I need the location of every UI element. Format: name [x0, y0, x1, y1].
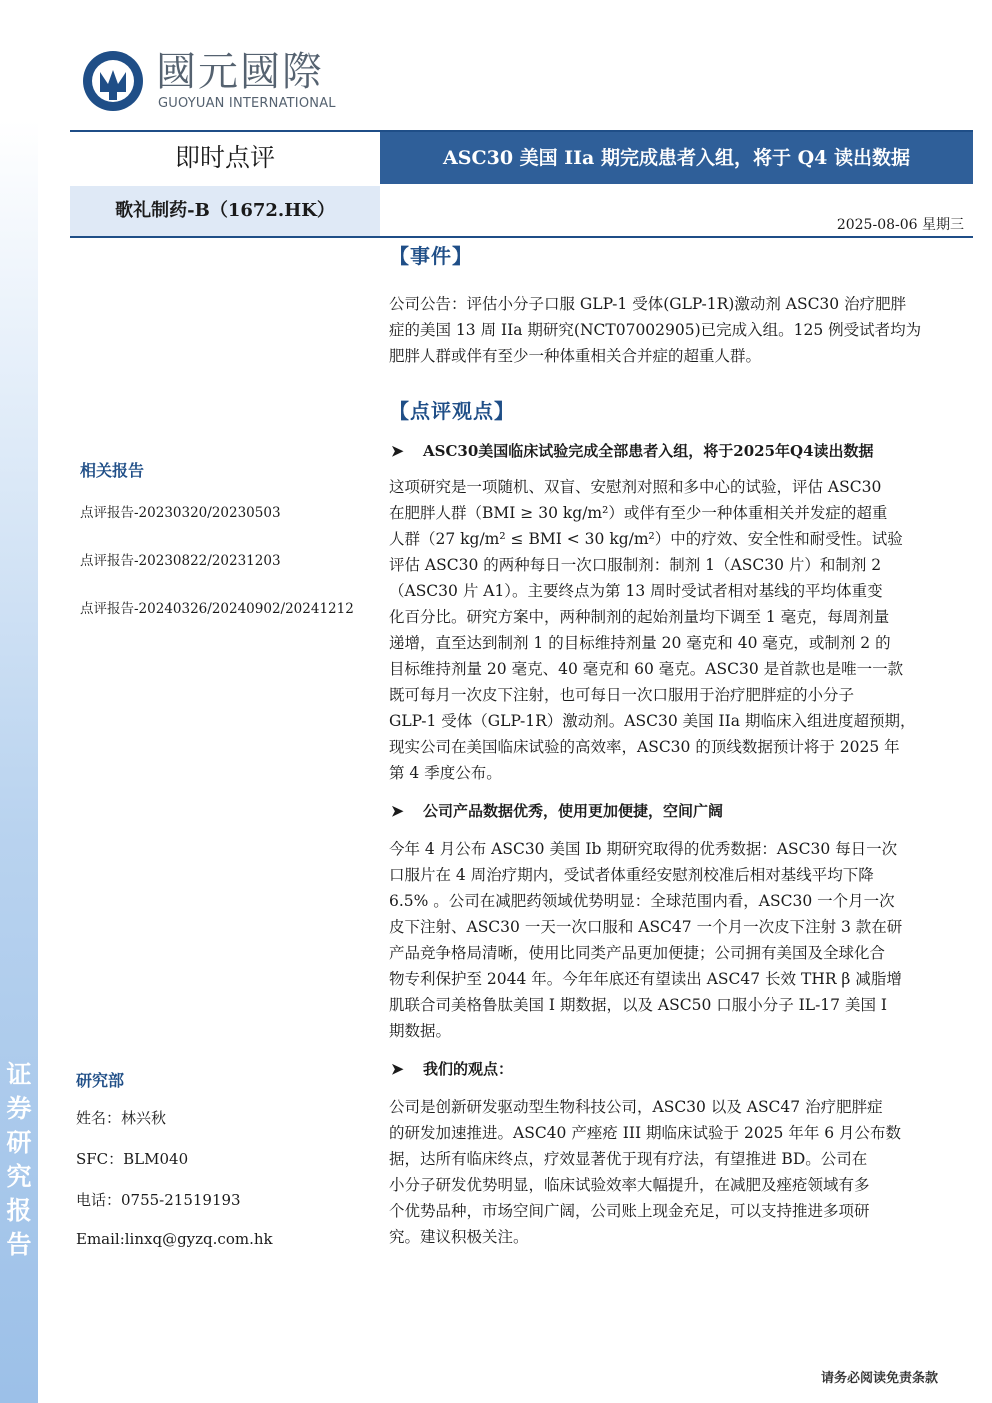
point-line: 的研发加速推进。ASC40 产痤疮 III 期临床试验于 2025 年年 6 月公布数 — [389, 1124, 902, 1142]
report-type: 即时点评 — [174, 143, 275, 172]
analyst-heading: 研究部 — [76, 1071, 125, 1090]
analyst-email[interactable]: Email:linxq@gyzq.com.hk — [76, 1230, 273, 1248]
point-line: 据，达所有临床终点，疗效显著优于现有疗法，有望推进 BD。公司在 — [389, 1150, 868, 1168]
point-line: 6.5% 。公司在减肥药领域优势明显：全球范围内看，ASC30 一个月一次 — [389, 892, 895, 910]
point-body — [389, 836, 965, 1044]
arrow-right-icon: ➤ — [391, 802, 404, 820]
logo-chinese-name: 國元國際 — [156, 49, 324, 95]
point-line: 究。建议积极关注。 — [389, 1228, 529, 1246]
point-body — [389, 1094, 965, 1250]
vertical-char: 券 — [6, 1094, 32, 1123]
point-title-text: ASC30美国临床试验完成全部患者入组，将于2025年Q4读出数据 — [423, 442, 874, 460]
report-title: ASC30 美国 IIa 期完成患者入组，将于 Q4 读出数据 — [380, 132, 973, 184]
arrow-right-icon: ➤ — [391, 442, 404, 460]
point-line: 人群（27 kg/m² ≤ BMI < 30 kg/m²）中的疗效、安全性和耐受性。试验 — [389, 530, 903, 548]
event-line: 症的美国 13 周 IIa 期研究(NCT07002905)已完成入组。125 例受试者均为 — [389, 321, 922, 339]
analyst-name: 姓名：林兴秋 — [76, 1109, 167, 1127]
point-line: GLP-1 受体（GLP-1R）激动剂。ASC30 美国 IIa 期临床入组进度超预期， — [389, 712, 916, 730]
event-line: 肥胖人群或伴有至少一种体重相关合并症的超重人群。 — [389, 347, 762, 365]
comment-heading: 【点评观点】 — [389, 399, 515, 423]
point-line: 在肥胖人群（BMI ≥ 30 kg/m²）或伴有至少一种体重相关并发症的超重 — [389, 504, 888, 522]
point-line: （ASC30 片 A1）。主要终点为第 13 周时受试者相对基线的平均体重变 — [389, 582, 883, 600]
related-report-link[interactable]: 点评报告-20230822/20231203 — [80, 553, 281, 569]
point-line: 第 4 季度公布。 — [389, 764, 502, 782]
vertical-char: 告 — [6, 1230, 32, 1259]
disclaimer-note[interactable]: 请务必阅读免责条款 — [820, 1371, 938, 1386]
point-line: 既可每月一次皮下注射，也可每日一次口服用于治疗肥胖症的小分子 — [389, 686, 855, 704]
event-line: 公司公告：评估小分子口服 GLP-1 受体(GLP-1R)激动剂 ASC30 治疗肥胖 — [389, 295, 907, 313]
point-line: 这项研究是一项随机、双盲、安慰剂对照和多中心的试验，评估 ASC30 — [389, 478, 882, 496]
point-line: 个优势品种，市场空间广阔，公司账上现金充足，可以支持推进多项研 — [389, 1202, 870, 1220]
point-line: 化百分比。研究方案中，两种制剂的起始剂量均下调至 1 毫克，每周剂量 — [389, 608, 890, 626]
point-line: 评估 ASC30 的两种每日一次口服制剂：制剂 1（ASC30 片）和制剂 2 — [389, 556, 882, 574]
point-title — [389, 1058, 965, 1080]
point-line: 现实公司在美国临床试验的高效率，ASC30 的顶线数据预计将于 2025 年 — [389, 738, 900, 756]
point-line: 今年 4 月公布 ASC30 美国 Ib 期研究取得的优秀数据：ASC30 每日一次 — [389, 840, 898, 858]
logo-english-name: GUOYUAN INTERNATIONAL — [158, 96, 336, 111]
point-body — [389, 474, 965, 786]
analyst-info — [76, 1068, 371, 1268]
main-content — [389, 240, 965, 1250]
point-line: 目标维持剂量 20 毫克、40 毫克和 60 毫克。ASC30 是首款也是唯一一款 — [389, 660, 904, 678]
event-heading: 【事件】 — [389, 244, 473, 268]
logo-mark-icon — [80, 48, 146, 114]
event-body — [389, 291, 965, 369]
point-line: 物专利保护至 2044 年。今年年底还有望读出 ASC47 长效 THR β 减脂增 — [389, 970, 902, 988]
point-title-text: 公司产品数据优秀，使用更加便捷，空间广阔 — [423, 802, 724, 820]
report-date: 2025-08-06 星期三 — [836, 217, 964, 233]
point-title-text: 我们的观点： — [423, 1060, 514, 1078]
point-line: 期数据。 — [389, 1022, 452, 1040]
point-line: 皮下注射、ASC30 一天一次口服和 ASC47 一个月一次皮下注射 3 款在研 — [389, 918, 903, 936]
related-report-link[interactable]: 点评报告-20240326/20240902/20241212 — [80, 601, 354, 617]
vertical-char: 证 — [6, 1060, 32, 1089]
point-line: 小分子研发优势明显，临床试验效率大幅提升，在减肥及痤疮领域有多 — [389, 1176, 870, 1194]
vertical-report-label — [4, 1058, 34, 1262]
point-title — [389, 440, 965, 462]
vertical-char: 报 — [6, 1196, 32, 1225]
point-line: 肌联合司美格鲁肽美国 I 期数据，以及 ASC50 口服小分子 IL-17 美国 I — [389, 996, 888, 1014]
related-report-link[interactable]: 点评报告-20230320/20230503 — [80, 505, 281, 521]
point-line: 递增，直至达到制剂 1 的目标维持剂量 20 毫克和 40 毫克，或制剂 2 的 — [389, 634, 891, 652]
vertical-char: 究 — [6, 1162, 32, 1191]
header-bottom-rule — [70, 236, 973, 238]
analyst-sfc: SFC：BLM040 — [76, 1150, 189, 1168]
point-line: 口服片在 4 周治疗期内，受试者体重经安慰剂校准后相对基线平均下降 — [389, 866, 874, 884]
stock-name: 歌礼制药-B（1672.HK） — [70, 186, 380, 236]
point-line: 产品竞争格局清晰，使用比同类产品更加便捷；公司拥有美国及全球化合 — [389, 944, 886, 962]
company-logo — [80, 48, 340, 114]
point-line: 公司是创新研发驱动型生物科技公司，ASC30 以及 ASC47 治疗肥胖症 — [389, 1098, 883, 1116]
vertical-char: 研 — [6, 1128, 32, 1157]
related-reports — [80, 458, 375, 645]
point-title — [389, 800, 965, 822]
related-heading: 相关报告 — [80, 461, 145, 480]
arrow-right-icon: ➤ — [391, 1060, 404, 1078]
analyst-phone: 电话：0755-21519193 — [76, 1191, 241, 1209]
